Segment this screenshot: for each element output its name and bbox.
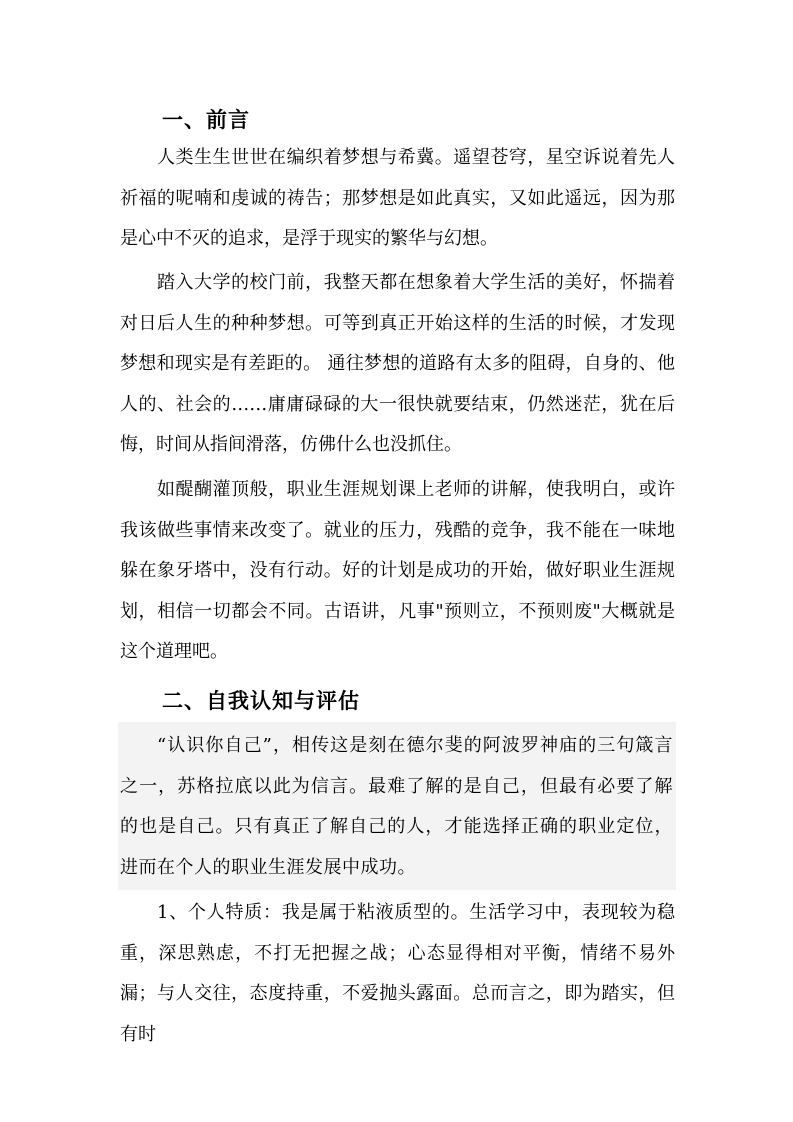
section-heading-preface: 一、前言 [162,108,250,132]
preface-paragraph-2: 踏入大学的校门前，我整天都在想象着大学生活的美好，怀揣着对日后人生的种种梦想。可等到真正开始这样的生活的时候，才发现梦想和现实是有差距的。 通往梦想的道路有太多的阻碍，自身的、他人的、社会的……庸庸碌碌的大一很快就要结束，仍然迷茫，犹在后悔，时间从指间滑落，仿佛什么也没抓住。 [120,272,675,455]
personal-traits-paragraph: 1、个人特质：我是属于粘液质型的。生活学习中，表现较为稳重，深思熟虑，不打无把握之战；心态显得相对平衡，情绪不易外漏；与人交往，态度持重，不爱抛头露面。总而言之，即为踏实，但有时 [120,902,675,1045]
quote-paragraph: “认识你自己”，相传这是刻在德尔斐的阿波罗神庙的三句箴言之一，苏格拉底以此为信言。最难了解的是自己，但最有必要了解的也是自己。只有真正了解自己的人，才能选择正确的职业定位，进而在个人的职业生涯发展中成功。 [120,735,673,878]
preface-paragraph-1: 人类生生世世在编织着梦想与希冀。遥望苍穹，星空诉说着先人祈福的呢喃和虔诚的祷告；那梦想是如此真实，又如此遥远，因为那是心中不灭的追求，是浮于现实的繁华与幻想。 [120,147,675,249]
preface-paragraph-3: 如醍醐灌顶般，职业生涯规划课上老师的讲解，使我明白，或许我该做些事情来改变了。就业的压力，残酷的竞争，我不能在一味地躲在象牙塔中，没有行动。好的计划是成功的开始，做好职业生涯规划，相信一切都会不同。古语讲，凡事"预则立，不预则废"大概就是这个道理吧。 [120,479,675,662]
quote-block [118,722,676,890]
section-heading-self-assessment: 二、自我认知与评估 [162,689,360,713]
